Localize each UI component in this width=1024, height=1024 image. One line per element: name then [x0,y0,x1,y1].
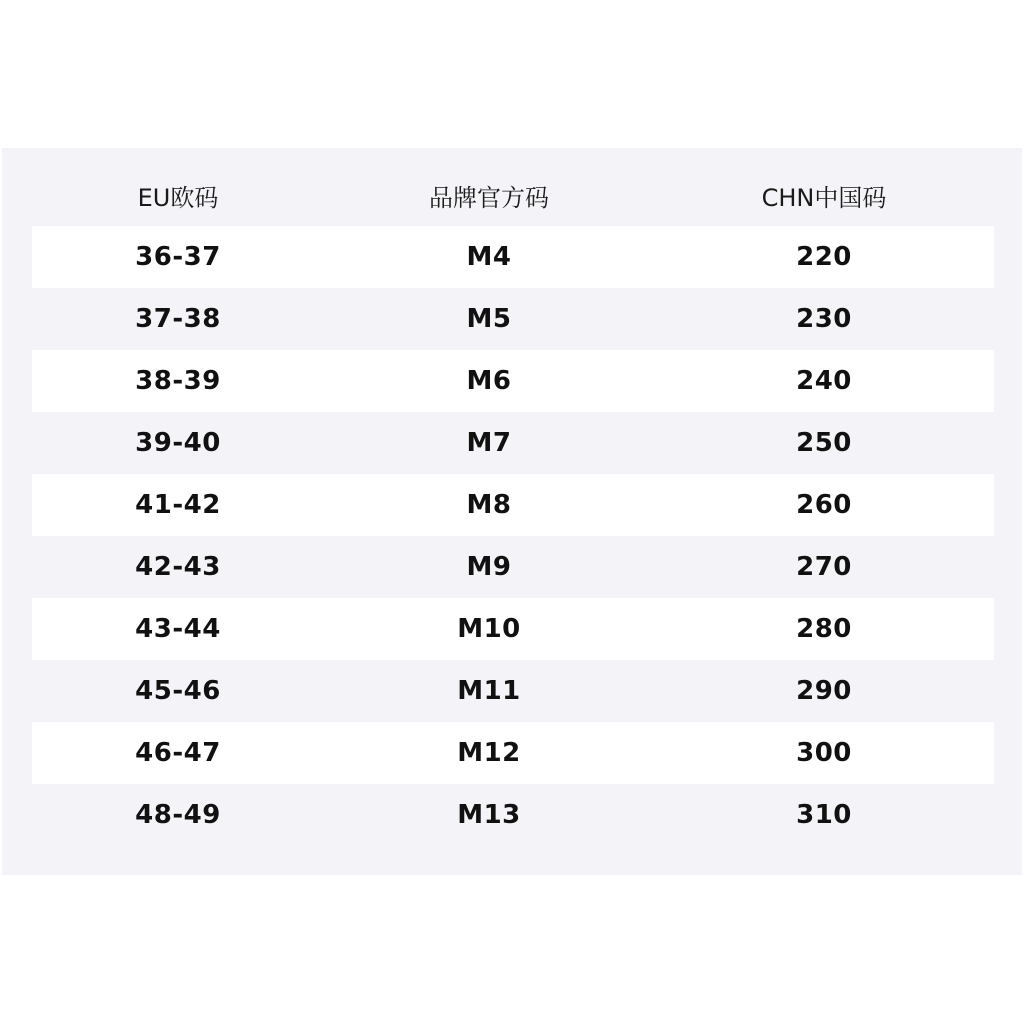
header-brand-size: 品牌官方码 [429,183,549,212]
cell-chn-size: 280 [796,614,852,644]
cell-eu-size: 36-37 [135,242,221,272]
table-body [32,226,994,846]
header-chn-size: CHN中国码 [761,183,887,212]
cell-brand-size: M11 [457,676,521,706]
table-row [32,536,994,598]
table-row [32,288,994,350]
cell-brand-size: M6 [466,366,512,396]
cell-chn-size: 300 [796,738,852,768]
cell-eu-size: 37-38 [135,304,221,334]
cell-chn-size: 230 [796,304,852,334]
table-row [32,474,994,536]
cell-eu-size: 38-39 [135,366,221,396]
table-row [32,722,994,784]
table-row [32,784,994,846]
size-chart-table [32,164,994,846]
table-row [32,226,994,288]
cell-brand-size: M5 [466,304,512,334]
size-chart-panel [2,148,1022,875]
cell-brand-size: M10 [457,614,521,644]
cell-eu-size: 45-46 [135,676,221,706]
cell-chn-size: 240 [796,366,852,396]
cell-eu-size: 41-42 [135,490,221,520]
table-row [32,660,994,722]
cell-chn-size: 310 [796,800,852,830]
cell-eu-size: 46-47 [135,738,221,768]
table-header-row [32,164,994,226]
table-row [32,412,994,474]
cell-eu-size: 43-44 [135,614,221,644]
cell-chn-size: 250 [796,428,852,458]
cell-brand-size: M4 [466,242,512,272]
table-row [32,598,994,660]
cell-eu-size: 48-49 [135,800,221,830]
cell-eu-size: 39-40 [135,428,221,458]
cell-chn-size: 220 [796,242,852,272]
cell-brand-size: M8 [466,490,512,520]
table-row [32,350,994,412]
cell-chn-size: 270 [796,552,852,582]
cell-brand-size: M12 [457,738,521,768]
cell-eu-size: 42-43 [135,552,221,582]
header-eu-size: EU欧码 [137,183,219,212]
cell-brand-size: M13 [457,800,521,830]
cell-chn-size: 260 [796,490,852,520]
cell-brand-size: M9 [466,552,512,582]
cell-brand-size: M7 [466,428,512,458]
cell-chn-size: 290 [796,676,852,706]
